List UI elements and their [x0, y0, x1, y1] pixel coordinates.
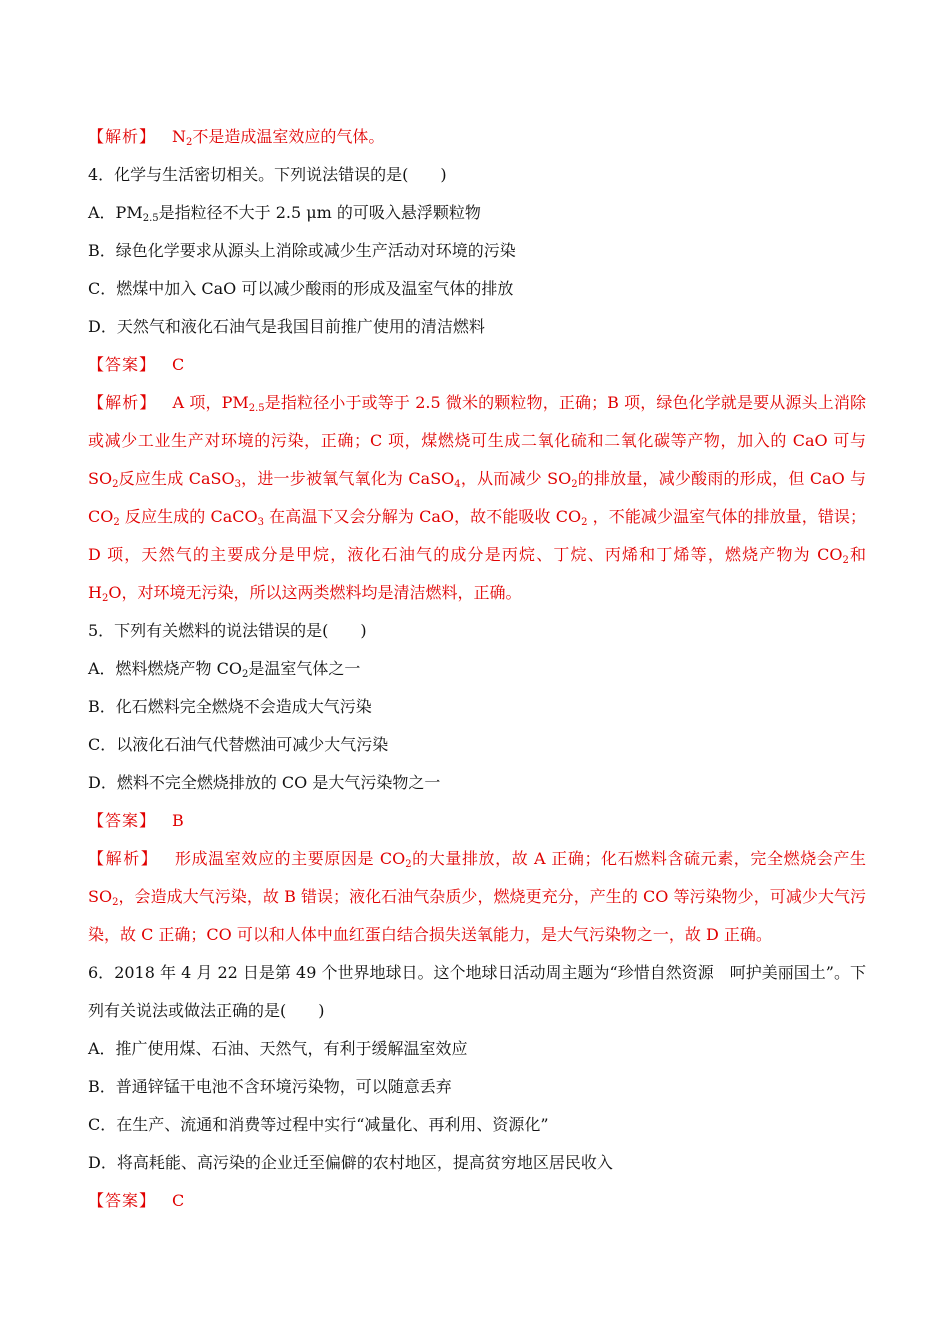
- q5-option-a: A．燃料燃烧产物 $CO_2$是温室气体之一: [88, 659, 361, 680]
- q4-option-a: A．$PM_{2.5}$是指粒径不大于 2.5 μm 的可吸入悬浮颗粒物: [88, 203, 481, 224]
- q4-option-d: D．天然气和液化石油气是我国目前推广使用的清洁燃料: [88, 317, 485, 336]
- q6-answer: [88, 1182, 866, 1220]
- q5-option-c: C．以液化石油气代替燃油可减少大气污染: [88, 735, 389, 754]
- q4-option-c: C．燃煤中加入 CaO 可以减少酸雨的形成及温室气体的排放: [88, 279, 514, 298]
- q5-stem: 5．下列有关燃料的说法错误的是( ): [88, 621, 367, 640]
- analysis-tag: 【解析】: [88, 849, 159, 868]
- q5-answer-value: B: [172, 811, 184, 830]
- q6-option-a: A．推广使用煤、石油、天然气，有利于缓解温室效应: [88, 1039, 468, 1058]
- answer-tag: 【答案】: [88, 355, 157, 374]
- q4-answer-value: C: [172, 355, 185, 374]
- q5-answer: [88, 802, 866, 840]
- q4-option-b: B．绿色化学要求从源头上消除或减少生产活动对环境的污染: [88, 241, 516, 260]
- q6-answer-value: C: [172, 1191, 185, 1210]
- q5-analysis: 【解析】 形成温室效应的主要原因是 $CO_2$的大量排放，故 A 正确；化石燃料含硫元素，完全燃烧会产生 $SO_2$，会造成大气污染，故 B 错误；液化石油气杂质少，燃烧更充分，产生的 CO 等污染物少，可减少大气污染，故 C 正确；CO 可以和人体中血红蛋白结合损失送氧能力，是大气污染物之一，故 D 正确。: [88, 849, 866, 944]
- answer-tag: 【答案】: [88, 1191, 157, 1210]
- q4-stem: 4．化学与生活密切相关。下列说法错误的是( ): [88, 165, 447, 184]
- answer-tag: 【答案】: [88, 811, 157, 830]
- document-page: [88, 118, 866, 1220]
- q6-stem: 6．2018 年 4 月 22 日是第 49 个世界地球日。这个地球日活动周主题为“珍惜自然资源 呵护美丽国土”。下列有关说法或做法正确的是( ): [88, 963, 866, 1020]
- q4-analysis: 【解析】 A 项，$PM_{2.5}$是指粒径小于或等于 2.5 微米的颗粒物，正确；B 项，绿色化学就是要从源头上消除或减少工业生产对环境的污染，正确；C 项，煤燃烧可生成二氧化硫和二氧化碳等产物，加入的 CaO 可与 $SO_2$反应生成 CaSO$_3$，进一步被氧气氧化为 CaSO$_4$，从而减少 $SO_2$的排放量，减少酸雨的形成，但 CaO 与 $CO_2$ 反应生成的 CaCO$_3$ 在高温下又会分解为 CaO，故不能吸收 $CO_2$ ，不能减少温室气体的排放量，错误；D 项，天然气的主要成分是甲烷，液化石油气的成分是丙烷、丁烷、丙烯和丁烯等，燃烧产物为 $CO_2$和 $H_2O$，对环境无污染，所以这两类燃料均是清洁燃料，正确。: [88, 393, 866, 604]
- analysis-tag: 【解析】: [88, 393, 157, 412]
- q5-option-d: D．燃料不完全燃烧排放的 CO 是大气污染物之一: [88, 773, 441, 792]
- q5-option-b: B．化石燃料完全燃烧不会造成大气污染: [88, 697, 372, 716]
- q6-option-b: B．普通锌锰干电池不含环境污染物，可以随意丢弃: [88, 1077, 452, 1096]
- q3-analysis: 【解析】 $N_2$不是造成温室效应的气体。: [88, 127, 385, 148]
- q6-option-d: D．将高耗能、高污染的企业迁至偏僻的农村地区，提高贫穷地区居民收入: [88, 1153, 613, 1172]
- q6-option-c: C．在生产、流通和消费等过程中实行“减量化、再利用、资源化”: [88, 1115, 549, 1134]
- q4-answer: [88, 346, 866, 384]
- analysis-tag: 【解析】: [88, 127, 157, 146]
